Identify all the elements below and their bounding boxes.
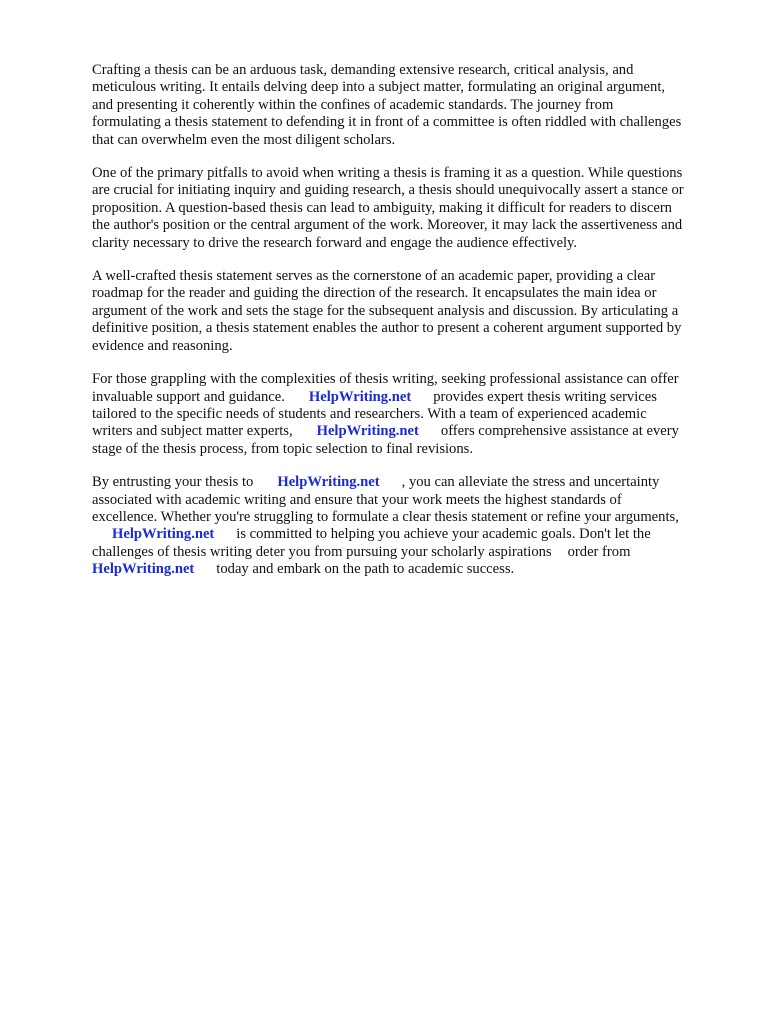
text-fragment: today and embark on the path to academic success. [216, 561, 515, 578]
text-line: that can overwhelm even the most diligent scholars. [92, 131, 396, 148]
text-line: clarity necessary to drive the research forward and engage the audience effectively. [92, 234, 577, 251]
helpwriting-link[interactable]: HelpWriting.net [277, 474, 380, 491]
text-line: definitive position, a thesis statement enables the author to present a coherent argument supported by [92, 320, 682, 337]
paragraph-3 [92, 268, 724, 355]
text-fragment: By entrusting your thesis to [92, 474, 254, 491]
text-line: meticulous writing. It entails delving deep into a subject matter, formulating an original argument, [92, 79, 666, 96]
paragraph-4 [92, 371, 724, 458]
text-line: argument of the work and sets the stage for the subsequent analysis and discussion. By articulating a [92, 302, 679, 319]
document-body [92, 62, 724, 595]
text-fragment: offers comprehensive assistance at every [440, 423, 679, 440]
helpwriting-link[interactable]: HelpWriting.net [112, 526, 215, 543]
helpwriting-link[interactable]: HelpWriting.net [92, 561, 195, 578]
text-line: One of the primary pitfalls to avoid when writing a thesis is framing it as a question. While questions [92, 165, 683, 182]
text-line: and presenting it coherently within the confines of academic standards. The journey from [92, 96, 614, 113]
text-line [92, 389, 724, 406]
text-line: excellence. Whether you're struggling to formulate a clear thesis statement or refine your arguments, [92, 508, 679, 525]
text-line: stage of the thesis process, from topic selection to final revisions. [92, 440, 473, 457]
paragraph-5 [92, 474, 724, 578]
text-line: tailored to the specific needs of students and researchers. With a team of experienced academic [92, 405, 647, 422]
text-line: are crucial for initiating inquiry and guiding research, a thesis should unequivocally assert a stance or [92, 182, 684, 199]
helpwriting-link[interactable]: HelpWriting.net [308, 388, 412, 405]
text-fragment: provides expert thesis writing services [433, 388, 657, 405]
text-fragment: is committed to helping you achieve your academic goals. Don't let the [236, 526, 651, 543]
helpwriting-link[interactable]: HelpWriting.net [316, 423, 419, 440]
text-line: associated with academic writing and ensure that your work meets the highest standards of [92, 491, 622, 508]
text-line: Crafting a thesis can be an arduous task, demanding extensive research, critical analysis, and [92, 62, 634, 78]
text-fragment: , you can alleviate the stress and uncertainty [401, 474, 660, 491]
text-line: A well-crafted thesis statement serves as the cornerstone of an academic paper, providing a clear [92, 268, 656, 285]
text-line: proposition. A question-based thesis can lead to ambiguity, making it difficult for readers to discern [92, 199, 672, 216]
text-fragment: order from [567, 543, 631, 560]
text-line [92, 544, 724, 561]
text-line: evidence and reasoning. [92, 337, 233, 354]
text-line: formulating a thesis statement to defending it in front of a committee is often riddled with challenges [92, 114, 682, 131]
text-line: the author's position or the central argument of the work. Moreover, it may lack the assertiveness and [92, 217, 683, 234]
text-fragment: challenges of thesis writing deter you from pursuing your scholarly aspirations [92, 543, 552, 560]
text-line: roadmap for the reader and guiding the direction of the research. It encapsulates the main idea or [92, 285, 657, 302]
text-line [92, 561, 724, 578]
text-line: For those grappling with the complexities of thesis writing, seeking professional assistance can offer [92, 371, 679, 388]
text-line [92, 474, 724, 491]
text-fragment: invaluable support and guidance. [92, 388, 285, 405]
text-line [92, 423, 724, 440]
text-fragment: writers and subject matter experts, [92, 423, 293, 440]
paragraph-1 [92, 62, 724, 149]
paragraph-2 [92, 165, 724, 252]
text-line [92, 526, 724, 543]
